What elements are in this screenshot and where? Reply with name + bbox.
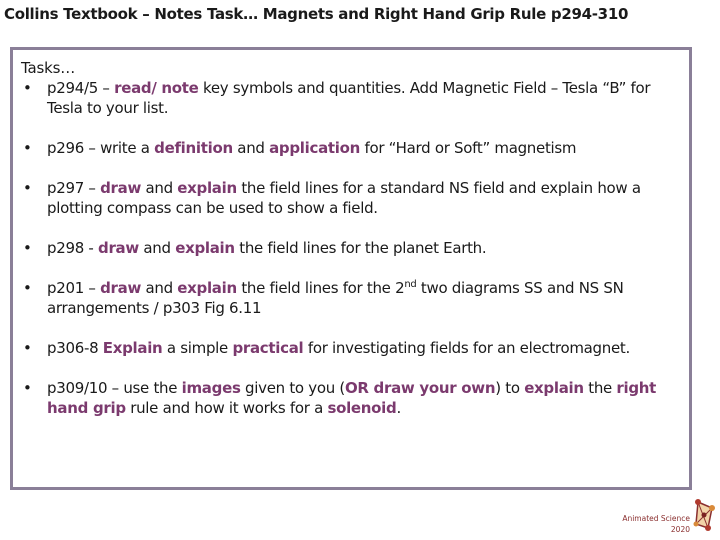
task-highlight: definition [154,139,233,157]
task-highlight: explain [177,279,237,297]
task-text: and [138,239,176,257]
task-text: a simple [162,339,233,357]
task-text: p309/10 – use the [47,379,182,397]
task-text: p298 - [47,239,99,257]
task-highlight: explain [175,239,235,257]
bullet: • [23,139,32,157]
tasks-heading: Tasks… [21,59,75,77]
task-highlight: OR draw your own [344,379,496,397]
task-text: key symbols and quantities. Add Magnetic Field – Tesla “B” for Tesla to your list. [47,79,651,117]
task-text: given to you ( [240,379,345,397]
list-item [21,278,679,318]
task-highlight: right hand grip [47,379,657,417]
bullet: • [23,279,32,297]
list-item [21,78,679,118]
task-highlight: draw [100,279,142,297]
task-highlight: draw [100,179,142,197]
task-text: p294/5 – [47,79,115,97]
task-text: and [141,179,178,197]
task-text: p201 – [47,279,101,297]
task-text: the [583,379,617,397]
task-text: and [141,279,178,297]
list-item [21,338,679,358]
task-text: p296 – write a [47,139,155,157]
tasks-panel [10,47,692,490]
task-text: the field lines for the planet Earth. [234,239,487,257]
task-text: p306-8 [47,339,103,357]
bullet: • [23,179,32,197]
task-highlight: application [269,139,360,157]
superscript: nd [404,279,417,290]
task-text: for “Hard or Soft” magnetism [360,139,577,157]
task-highlight: Explain [102,339,163,357]
task-list [21,78,679,418]
task-highlight: explain [524,379,584,397]
list-item [21,238,679,258]
task-text: the field lines for a standard NS field and explain how a plotting compass can be used to show a field. [47,179,641,217]
animated-science-logo [612,480,720,540]
logo-year: 2020 [670,525,690,534]
task-text: ) to [495,379,525,397]
bullet: • [23,339,32,357]
task-highlight: explain [177,179,237,197]
logo-name: Animated Science [622,514,690,523]
task-text: . [396,399,401,417]
task-highlight: read/ note [114,79,199,97]
list-item [21,138,679,158]
task-text: the field lines for the 2 [236,279,405,297]
task-text: two diagrams SS and NS SN arrangements / p303 Fig 6.11 [47,279,624,317]
molecule-logo-icon [692,498,718,536]
task-text: p297 – [47,179,101,197]
task-highlight: practical [232,339,304,357]
bullet: • [23,79,32,97]
task-highlight: solenoid [327,399,397,417]
task-highlight: images [181,379,241,397]
task-highlight: draw [98,239,139,257]
bullet: • [23,379,32,397]
logo-text [622,513,690,535]
task-text: rule and how it works for a [125,399,328,417]
bullet: • [23,239,32,257]
list-item [21,378,679,418]
task-text: for investigating fields for an electromagnet. [303,339,630,357]
task-text: and [232,139,270,157]
page-title: Collins Textbook – Notes Task… Magnets and Right Hand Grip Rule p294-310 [4,5,629,23]
list-item [21,178,679,218]
